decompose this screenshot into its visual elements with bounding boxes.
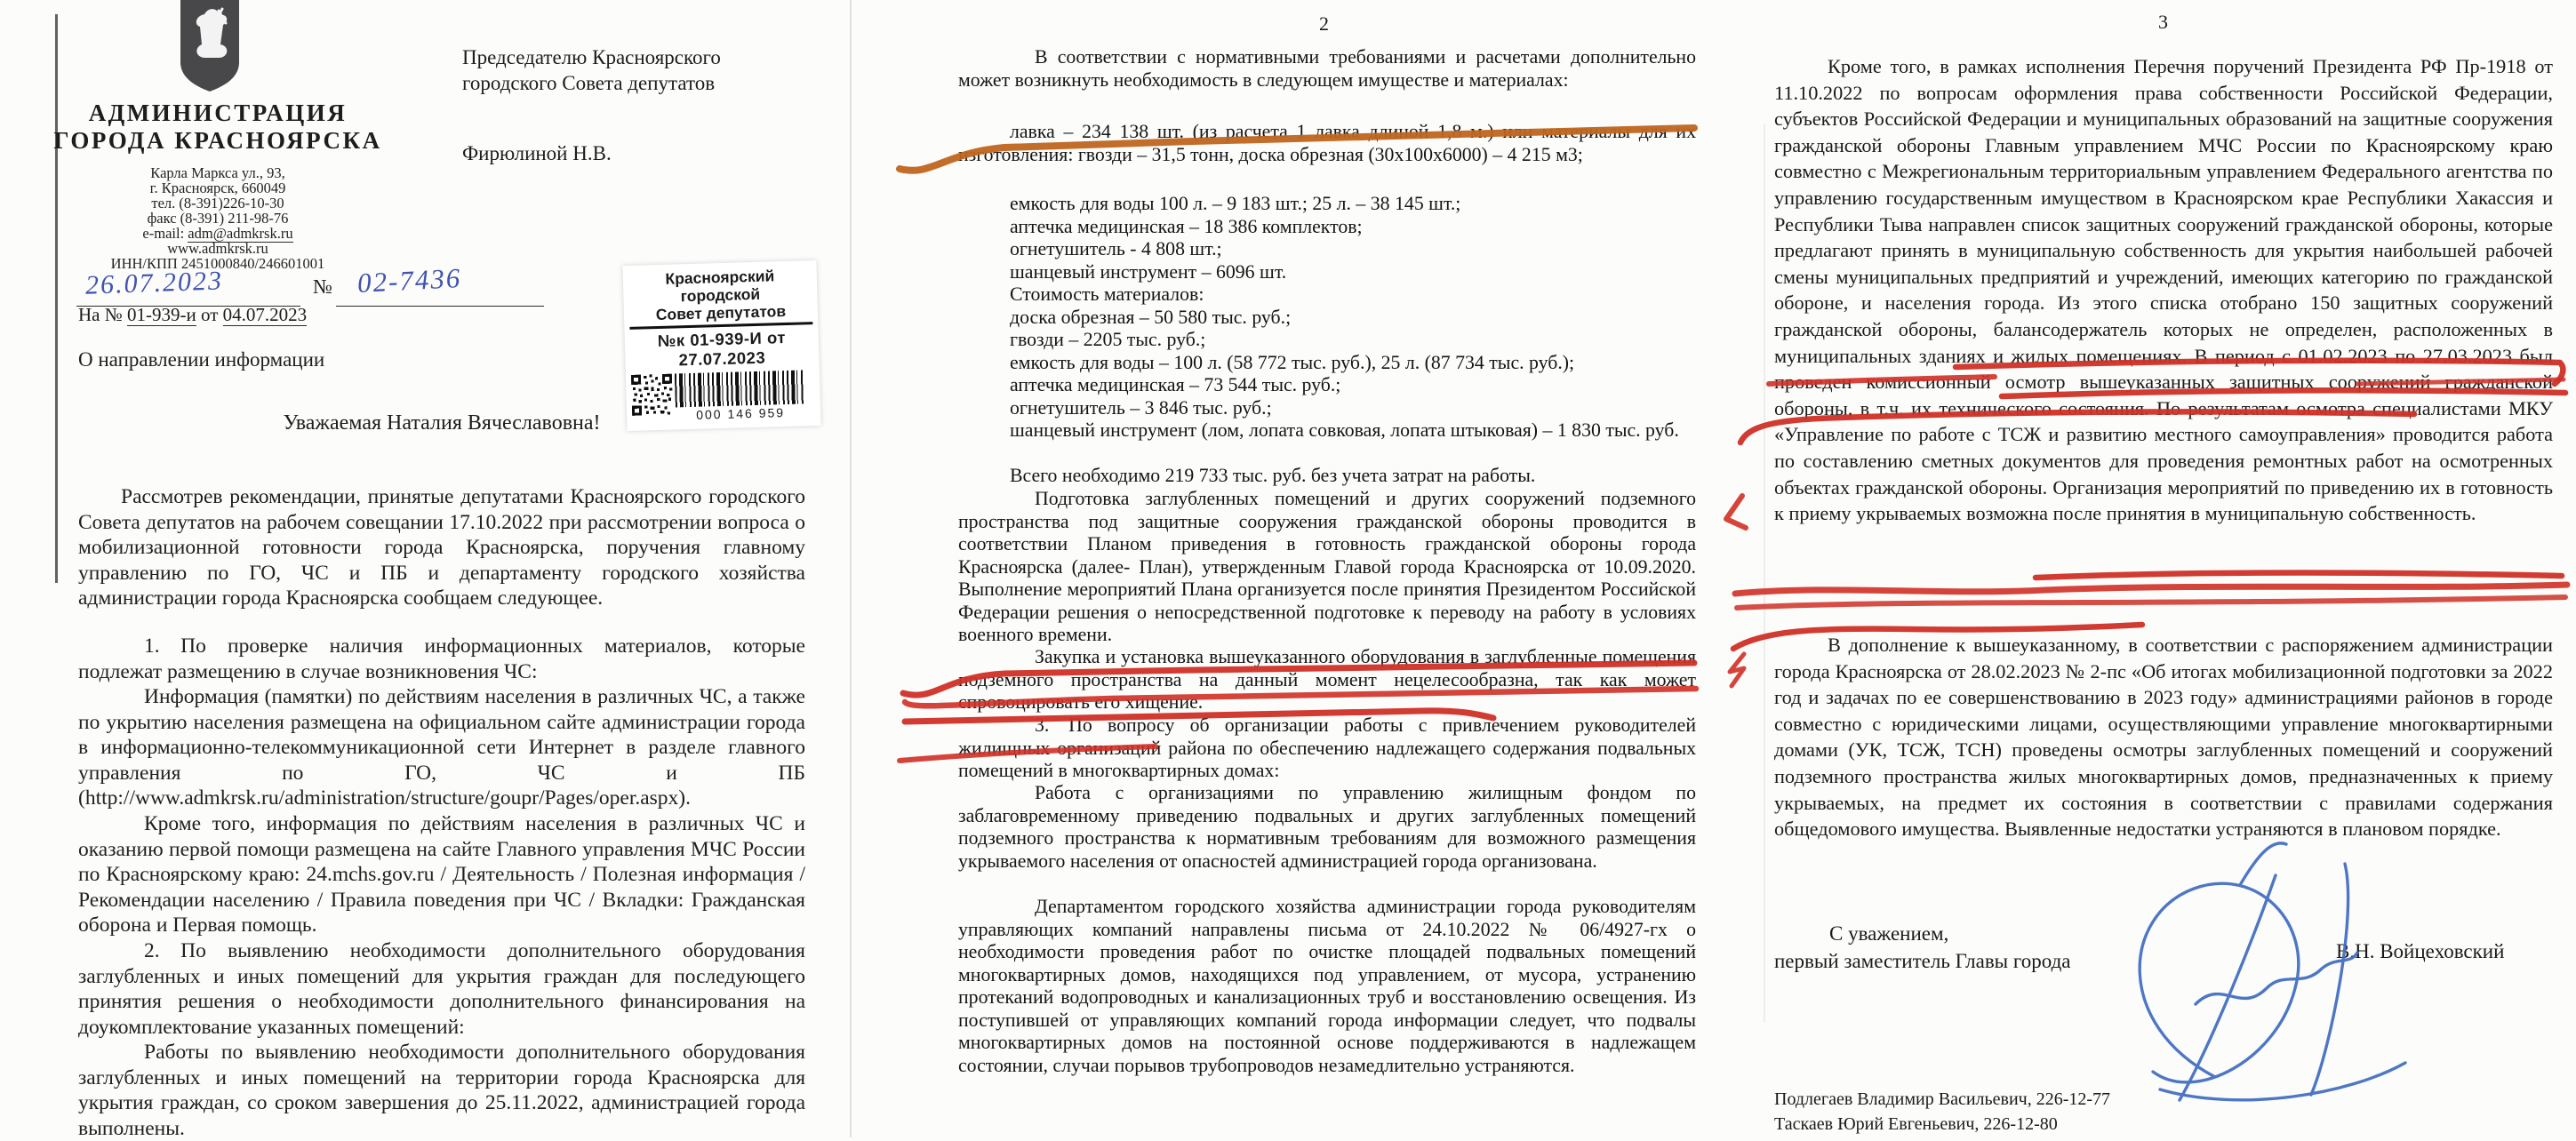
contact-line: Таскаев Юрий Евгеньевич, 226-12-80: [1774, 1114, 2058, 1134]
page-number: 2: [1319, 12, 1329, 35]
paragraph: 2. По выявлению необходимости дополнительного оборудования заглубленных и иных помещений для укрытия граждан для последующего принятия решения о необходимости дополнительного финансирования на доукомплектование указанных помещений:: [78, 939, 805, 1039]
list-item: аптечка медицинская – 73 544 тыс. руб.;: [1010, 374, 1341, 395]
list-item: емкость для воды – 100 л. (58 772 тыс. руб.), 25 л. (87 734 тыс. руб.);: [1010, 352, 1575, 373]
ref-date: 04.07.2023: [222, 304, 308, 325]
barcode-number: 000 146 959: [696, 405, 786, 422]
signoff-title: первый заместитель Главы города: [1774, 950, 2071, 972]
paragraph: Рассмотрев рекомендации, принятые депутатами Красноярского городского Совета депутатов на рабочем совещании 17.10.2022 при рассмотрении вопроса о мобилизационной готовности города Красноярска, поручения главному управлению по ГО, ЧС и ПБ и департаменту городского хозяйства администрации города Красноярска сообщаем следующее.: [78, 485, 805, 610]
org-name-line2: ГОРОДА КРАСНОЯРСКА: [53, 127, 382, 154]
signer-name: В.Н. Войцеховский: [2336, 940, 2505, 962]
paragraph: Департаментом городского хозяйства администрации города руководителям управляющих компаний направлены письма от 24.10.2022 № 06/4927-гх о необходимости проведения работ по очистке площадей подвальных помещений многоквартирных домов, находящихся под управлением, от мусора, устранению протеканий водопроводных и канализационных труб и восстановлению освещения. Из поступившей от управляющих компаний города информации следует, что подвалы многоквартирных домов на постоянной основе поддерживаются в надлежащем состоянии, случаи порывов трубопроводов незамедлительно устраняются.: [958, 896, 1696, 1076]
page-number: 3: [2158, 11, 2168, 33]
email-link: adm@admkrsk.ru: [188, 225, 293, 242]
list-item: Стоимость материалов:: [1010, 283, 1204, 305]
paragraph: Кроме того, в рамках исполнения Перечня поручений Президента РФ Пр-1918 от 11.10.2022 по вопросам оформления права собственности Российской Федерации, субъектов Российской Федерации и муниципальных образований на защитные сооружения гражданской обороны Главным управлением МЧС России по Красноярскому краю совместно с Межрегиональным территориальным управлением Федерального агентства по управлению государственным имуществом в Красноярском крае Республики Хакассия и Республики Тыва направлен список защитных сооружений гражданской обороны, которые предлагают принять в муниципальную собственность для укрытия наибольшей рабочей смены муниципальных предприятий и учреждений, имеющих категорию по гражданской обороне, и населения города. Из этого списка отобрано 150 защитных сооружений гражданской обороны, балансодержатель которых не определен, расположенных в муниципальных зданиях и жилых помещениях. В период с 01.02.2023 по 27.03.2023 был проведен комиссионный осмотр вышеуказанных защитных сооружений гражданской обороны, в т.ч. их технического состояния. По результатам осмотра специалистами МКУ «Управление по работе с ТСЖ и развитию местного самоуправления» проводится работа по составлению сметных документов для проведения ремонтных работ на осмотренных объектах гражданской обороны. Организация мероприятий по приведению их в готовность к приему укрываемых возможна после принятия в муниципальную собственность.: [1774, 55, 2553, 525]
page-1-scan: [0, 0, 850, 1140]
list-item: гвозди – 2205 тыс. руб.;: [1010, 329, 1206, 350]
paragraph: Всего необходимо 219 733 тыс. руб. без учета затрат на работы.: [1010, 465, 1536, 486]
recipient-block: [462, 44, 729, 166]
website-line: www.admkrsk.ru: [167, 240, 268, 257]
number-sign: №: [313, 275, 332, 298]
stamp-org-line1: Красноярский городской: [665, 267, 775, 306]
recipient-line: городского Совета депутатов: [462, 72, 716, 94]
paragraph: Закупка и установка вышеуказанного оборудования в заглубленные помещения подземного пространства на данный момент нецелесообразна, так как может спровоцировать его хищение.: [958, 646, 1696, 713]
subject-line: О направлении информации: [78, 348, 325, 371]
ref-number: 01-939-и: [127, 304, 196, 325]
list-item: шанцевый инструмент (лом, лопата совковая, лопата штыковая) – 1 830 тыс. руб.: [1010, 419, 1679, 441]
paragraph: Подготовка заглубленных помещений и других сооружений подземного пространства под защитные сооружения гражданской обороны проводится в соответствии Планом приведения в готовность гражданской обороны города Красноярска (далее- План), утвержденным Главой города Красноярска от 10.09.2020. Выполнение мероприятий Плана организуется после принятия Президентом Российской Федерации решения о непосредственной подготовке к переводу на работу в условиях военного времени.: [958, 488, 1696, 645]
list-item: огнетушитель - 4 808 шт.;: [1010, 238, 1222, 259]
phone-line: тел. (8-391)226-10-30: [151, 195, 284, 211]
list-item: емкость для воды 100 л. – 9 183 шт.; 25 л. – 38 145 шт.;: [1010, 193, 1461, 214]
contact-line: Подлегаев Владимир Васильевич, 226-12-77: [1774, 1089, 2111, 1109]
paragraph: Информация (памятки) по действиям населения в различных ЧС, а также по укрытию населения размещена на официальном сайте администрации города в информационно-телекоммуникационной сети Интернет в разделе главного управления по ГО, ЧС и ПБ (http://www.admkrsk.ru/administration/structure/goupr/Pages/oper.aspx).: [78, 685, 805, 810]
page-3-scan: [1764, 0, 2576, 1137]
paragraph: Кроме того, информация по действиям населения в различных ЧС и оказанию первой помощи размещена на сайте Главного управления МЧС России по Красноярскому краю: 24.mchs.gov.ru / Деятельность / Полезная информация / Рекомендации населению / Правила поведения при ЧС / Вкладки: Гражданская оборона и Первая помощь.: [78, 812, 805, 938]
stamp-reg-number: №к 01-939-И от 27.07.2023: [657, 327, 787, 370]
paragraph: Работы по выявлению необходимости дополнительного оборудования заглубленных и иных помещений на территории города Красноярска для укрытия граждан, со сроком завершения до 25.11.2022, администрацией города выполнены.: [78, 1041, 805, 1140]
org-name: [53, 100, 382, 155]
list-item: аптечка медицинская – 18 386 комплектов;: [1010, 216, 1363, 237]
greeting: Уважаемая Наталия Вячеславовна!: [283, 411, 601, 435]
list-item: шанцевый инструмент – 6096 шт.: [1010, 261, 1287, 283]
signoff-regards: С уважением,: [1829, 922, 1949, 945]
coat-of-arms: [178, 0, 242, 92]
number-rule: [336, 306, 544, 307]
handwritten-date: 26.07.2023: [84, 266, 224, 300]
paragraph: лавка – 234 138 шт. (из расчета 1 лавка длиной 1,8 м.) или материалы для их изготовления: гвозди – 31,5 тонн, доска обрезная (30х100х6000) – 4 215 м3;: [958, 121, 1696, 165]
org-name-line1: АДМИНИСТРАЦИЯ: [88, 100, 348, 126]
page-2-scan: [850, 0, 1764, 1137]
paragraph: 3. По вопросу об организации работы с привлечением руководителей жилищных организаций района по обеспечению надлежащего содержания подвальных помещений в многоквартирных домах:: [958, 714, 1696, 781]
recipient-line: Председателю Красноярского: [462, 46, 721, 68]
recipient-name: Фирюлиной Н.В.: [462, 142, 612, 164]
reference-line: На № 01-939-и от 04.07.2023: [78, 304, 308, 325]
paragraph: В соответствии с нормативными требованиями и расчетами дополнительно может возникнуть необходимость в следующем имуществе и материалах:: [958, 46, 1696, 91]
org-address-block: [67, 165, 369, 271]
inn-kpp-line: ИНН/КПП 2451000840/246601001: [110, 255, 325, 272]
address-line: г. Красноярск, 660049: [149, 180, 286, 196]
handwritten-number: 02-7436: [356, 261, 463, 299]
paragraph: 1. По проверке наличия информационных материалов, которые подлежат размещению в случае возникновения ЧС:: [78, 634, 805, 683]
registration-stamp: [622, 260, 820, 431]
list-item: доска обрезная – 50 580 тыс. руб.;: [1010, 307, 1292, 328]
stamp-org-line2: Совет депутатов: [655, 301, 787, 324]
fax-line: факс (8-391) 211-98-76: [147, 210, 289, 227]
paragraph: Работа с организациями по управлению жилищным фондом по заблаговременному приведению подвальных и других заглубленных помещений подземного пространства к нормативным требованиям для возможного размещения укрываемого населения от опасностей администрацией города организована.: [958, 782, 1696, 872]
list-item: огнетушитель – 3 846 тыс. руб.;: [1010, 397, 1272, 419]
paragraph: В дополнение к вышеуказанному, в соответствии с распоряжением администрации города Красноярска от 28.02.2023 № 2-пс «Об итогах мобилизационной подготовки за 2022 год и задачах по ее совершенствованию в 2023 году» администрациями районов в городе совместно с юридическими лицами, осуществляющими управление многоквартирными домами (УК, ТСЖ, ТСН) проведены осмотры заглубленных помещений и сооружений подземного пространства жилых многоквартирных домов, предназначенных к приему укрываемых, на предмет их состояния в соответствии с правилами содержания общедомового имущества. Выявленные недостатки устраняются в плановом порядке.: [1774, 634, 2553, 841]
address-line: Карла Маркса ул., 93,: [150, 164, 285, 181]
email-line: e-mail: adm@admkrsk.ru: [142, 225, 293, 242]
